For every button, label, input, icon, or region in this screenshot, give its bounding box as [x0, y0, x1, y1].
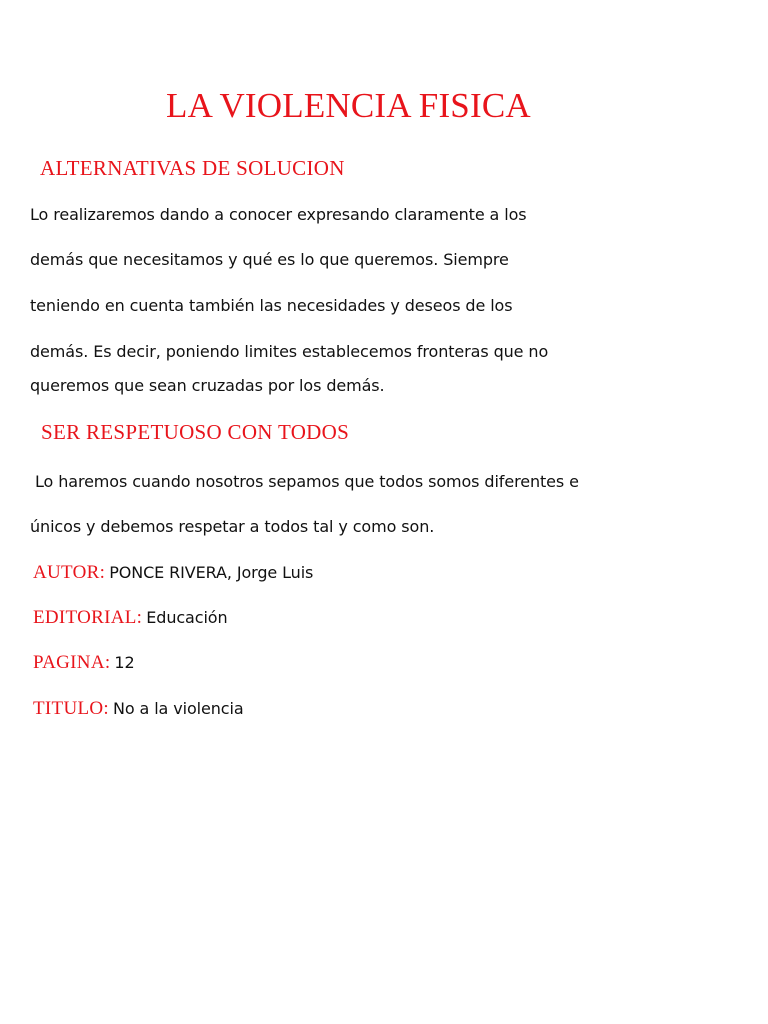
paragraph-line: queremos que sean cruzadas por los demás. — [30, 376, 385, 395]
reference-label: AUTOR: — [33, 562, 106, 583]
reference-title — [33, 698, 244, 720]
reference-author — [33, 562, 313, 584]
reference-label: TITULO: — [33, 698, 109, 719]
reference-editorial — [33, 607, 228, 629]
reference-value: 12 — [114, 653, 135, 672]
paragraph-line: demás que necesitamos y qué es lo que queremos. Siempre — [30, 250, 509, 269]
paragraph-line: Lo realizaremos dando a conocer expresando claramente a los — [30, 205, 527, 224]
reference-label: PAGINA: — [33, 652, 111, 673]
paragraph-line: teniendo en cuenta también las necesidades y deseos de los — [30, 296, 513, 315]
reference-label: EDITORIAL: — [33, 607, 143, 628]
reference-page — [33, 652, 135, 674]
paragraph-line: únicos y debemos respetar a todos tal y como son. — [30, 517, 435, 536]
section-heading-alternativas: ALTERNATIVAS DE SOLUCION — [40, 156, 345, 180]
document-title: LA VIOLENCIA FISICA — [166, 86, 531, 125]
reference-value: No a la violencia — [112, 699, 244, 718]
section-heading-respetuoso: SER RESPETUOSO CON TODOS — [41, 420, 350, 444]
reference-value: Educación — [146, 608, 228, 627]
paragraph-line: Lo haremos cuando nosotros sepamos que todos somos diferentes e — [30, 472, 579, 491]
reference-value: PONCE RIVERA, Jorge Luis — [109, 563, 314, 582]
paragraph-line: demás. Es decir, poniendo limites establecemos fronteras que no — [30, 342, 549, 361]
